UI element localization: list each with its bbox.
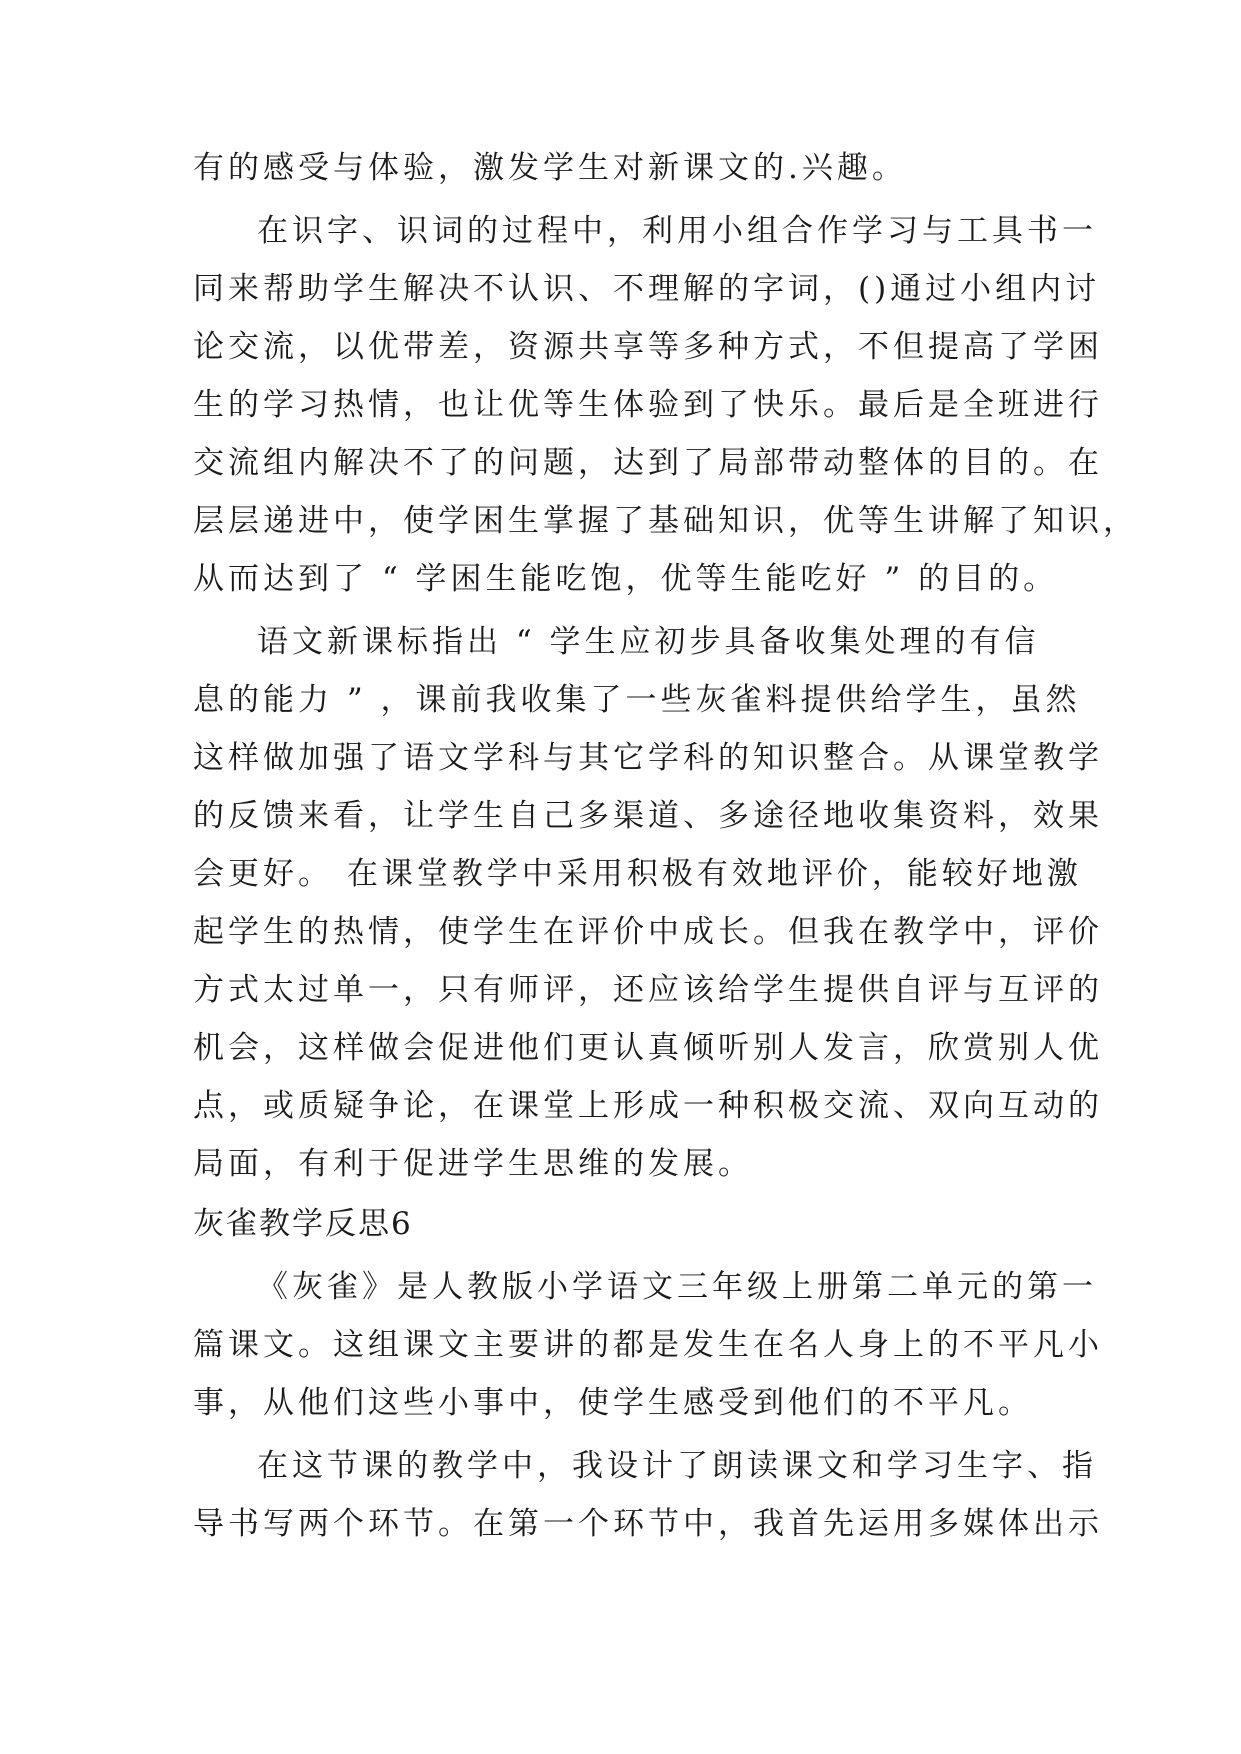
text-line: 点，或质疑争论，在课堂上形成一种积极交流、双向互动的 — [193, 1088, 1103, 1124]
text-line: 同来帮助学生解决不认识、不理解的字词，()通过小组内讨 — [193, 271, 1101, 307]
section-heading: 灰雀教学反思6 — [193, 1206, 413, 1242]
text-line: 事，从他们这些小事中，使学生感受到他们的不平凡。 — [193, 1385, 1033, 1421]
paragraph-first-line: 《灰雀》是人教版小学语文三年级上册第二单元的第一 — [257, 1269, 1097, 1305]
text-line: 有的感受与体验，激发学生对新课文的.兴趣。 — [193, 150, 907, 186]
text-line: 导书写两个环节。在第一个环节中，我首先运用多媒体出示 — [193, 1506, 1103, 1542]
text-line: 的反馈来看，让学生自己多渠道、多途径地收集资料，效果 — [193, 798, 1103, 834]
text-line: 论交流，以优带差，资源共享等多种方式，不但提高了学困 — [193, 329, 1103, 365]
paragraph-first-line: 在识字、识词的过程中，利用小组合作学习与工具书一 — [257, 213, 1097, 249]
text-line: 机会，这样做会促进他们更认真倾听别人发言，欣赏别人优 — [193, 1030, 1103, 1066]
text-line: 局面，有利于促进学生思维的发展。 — [193, 1146, 753, 1182]
text-line: 会更好。 在课堂教学中采用积极有效地评价，能较好地激 — [193, 856, 1082, 892]
text-line: 从而达到了 “ 学困生能吃饱，优等生能吃好 ” 的目的。 — [193, 561, 1059, 597]
text-line: 起学生的热情，使学生在评价中成长。但我在教学中，评价 — [193, 914, 1103, 950]
text-line: 息的能力 ” ，课前我收集了一些灰雀料提供给学生，虽然 — [193, 682, 1081, 718]
text-line: 这样做加强了语文学科与其它学科的知识整合。从课堂教学 — [193, 740, 1103, 776]
text-line: 篇课文。这组课文主要讲的都是发生在名人身上的不平凡小 — [193, 1327, 1103, 1363]
paragraph-first-line: 在这节课的教学中，我设计了朗读课文和学习生字、指 — [257, 1448, 1097, 1484]
text-line: 交流组内解决不了的问题，达到了局部带动整体的目的。在 — [193, 445, 1103, 481]
text-line: 方式太过单一，只有师评，还应该给学生提供自评与互评的 — [193, 972, 1103, 1008]
text-line: 生的学习热情，也让优等生体验到了快乐。最后是全班进行 — [193, 387, 1103, 423]
text-line: 层层递进中，使学困生掌握了基础知识，优等生讲解了知识， — [193, 503, 1138, 539]
paragraph-first-line: 语文新课标指出 “ 学生应初步具备收集处理的有信 — [257, 624, 1040, 660]
